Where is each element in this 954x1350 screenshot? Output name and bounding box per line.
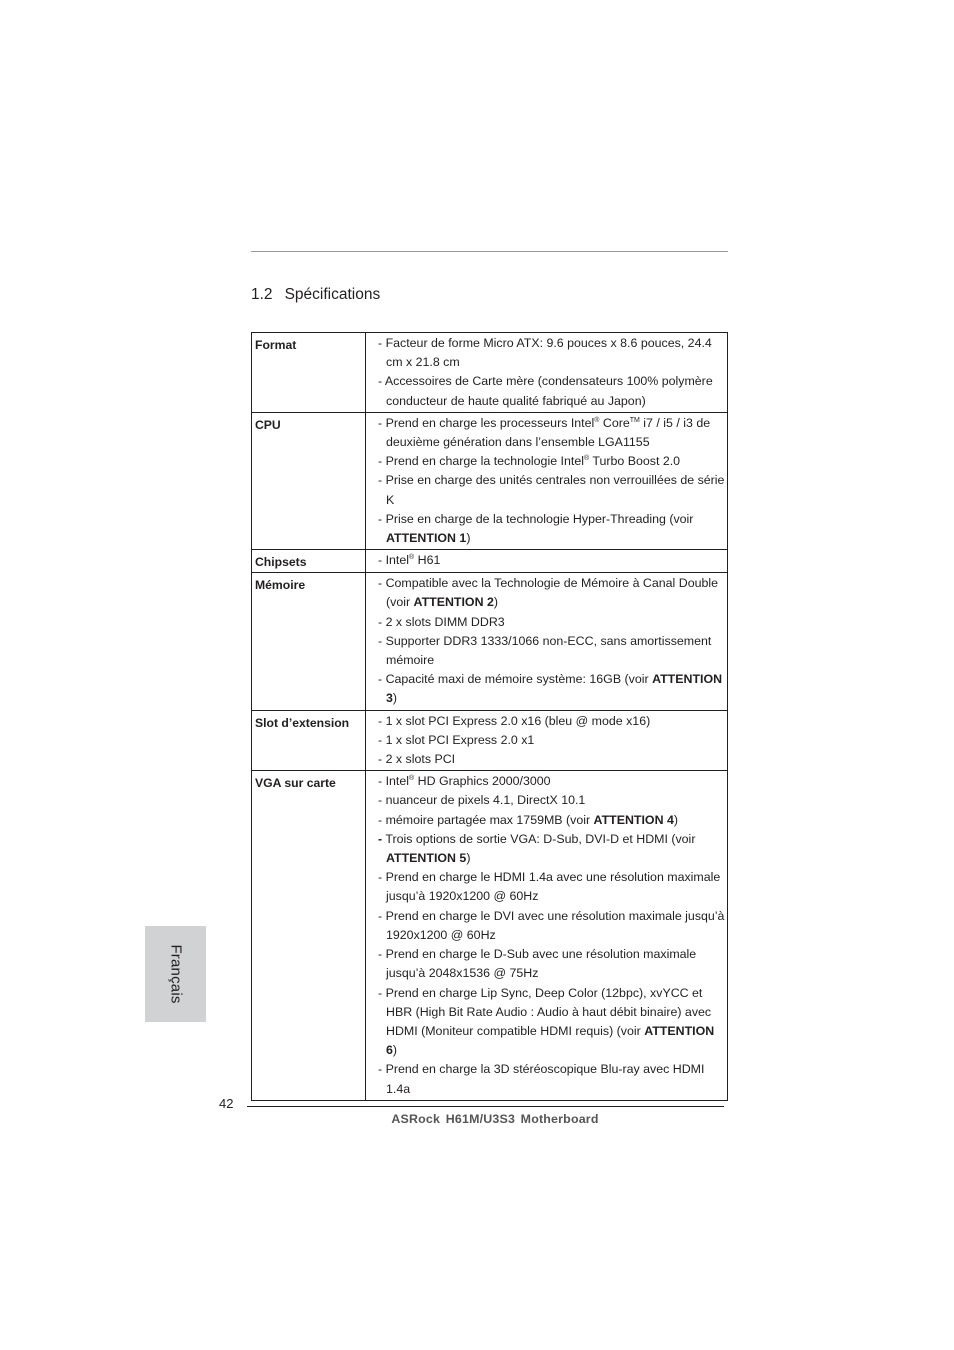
section-heading — [251, 286, 380, 304]
spec-label: Format — [252, 333, 366, 413]
spec-item: - Prend en charge les processeurs Intel® Core™ i7 / i5 / i3 de deuxième génération dans l’ensemble LGA1155 — [378, 415, 711, 450]
spec-item: - nuanceur de pixels 4.1, DirectX 10.1 — [378, 793, 586, 808]
spec-row — [252, 710, 728, 771]
spec-row — [252, 573, 728, 710]
spec-item: - Prend en charge la technologie Intel® Turbo Boost 2.0 — [378, 454, 681, 469]
spec-label: VGA sur carte — [252, 771, 366, 1100]
spec-item: - Prise en charge des unités centrales non verrouillées de série K — [378, 473, 725, 507]
spec-item: - Intel® HD Graphics 2000/3000 — [378, 774, 551, 789]
spec-value — [366, 333, 728, 413]
spec-item: - Prend en charge le D-Sub avec une résolution maximale jusqu’à 2048x1536 @ 75Hz — [378, 947, 697, 981]
page-number: 42 — [219, 1096, 234, 1111]
spec-row — [252, 771, 728, 1100]
language-tab — [145, 926, 206, 1022]
spec-label: CPU — [252, 412, 366, 549]
spec-item: - Prend en charge Lip Sync, Deep Color (12bpc), xvYCC et HBR (High Bit Rate Audio : Audio à haut débit binaire) avec HDMI (Moniteur compatible HDMI requis) (voir ATTENTION 6) — [378, 985, 715, 1058]
spec-label: Mémoire — [252, 573, 366, 710]
footer-divider — [247, 1106, 724, 1107]
spec-value — [366, 573, 728, 710]
spec-item: - Compatible avec la Technologie de Mémoire à Canal Double (voir ATTENTION 2) — [378, 576, 719, 610]
language-tab-label: Français — [167, 944, 184, 1004]
spec-item: - Supporter DDR3 1333/1066 non-ECC, sans amortissement mémoire — [378, 633, 712, 668]
footer-product-name: ASRock H61M/U3S3 Motherboard — [391, 1112, 599, 1126]
spec-item: - 1 x slot PCI Express 2.0 x16 (bleu @ mode x16) — [378, 713, 651, 728]
spec-row — [252, 550, 728, 573]
spec-value — [366, 771, 728, 1100]
spec-row — [252, 333, 728, 413]
spec-item: - mémoire partagée max 1759MB (voir ATTENTION 4) — [378, 812, 678, 827]
spec-row — [252, 412, 728, 549]
spec-value — [366, 412, 728, 549]
spec-item: - 2 x slots PCI — [378, 752, 456, 767]
top-divider — [251, 251, 728, 252]
spec-label: Chipsets — [252, 550, 366, 573]
spec-item: - Intel® H61 — [378, 553, 441, 568]
section-number: 1.2 — [251, 286, 273, 303]
spec-item: - Facteur de forme Micro ATX: 9.6 pouces x 8.6 pouces, 24.4 cm x 21.8 cm — [378, 336, 712, 370]
spec-value — [366, 710, 728, 771]
spec-item: - Prend en charge le HDMI 1.4a avec une résolution maximale jusqu’à 1920x1200 @ 60Hz — [378, 870, 721, 904]
specifications-table — [251, 332, 728, 1101]
spec-item: - Capacité maxi de mémoire système: 16GB (voir ATTENTION 3) — [378, 672, 723, 706]
section-title: Spécifications — [284, 286, 381, 303]
spec-value — [366, 550, 728, 573]
spec-item: - Prise en charge de la technologie Hyper-Threading (voir ATTENTION 1) — [378, 511, 694, 546]
spec-item: - Prend en charge le DVI avec une résolution maximale jusqu’à 1920x1200 @ 60Hz — [378, 908, 725, 942]
spec-item: - 2 x slots DIMM DDR3 — [378, 614, 505, 629]
spec-item: - Accessoires de Carte mère (condensateurs 100% polymère conducteur de haute qualité fabriqué au Japon) — [378, 374, 713, 408]
spec-item: - 1 x slot PCI Express 2.0 x1 — [378, 732, 535, 747]
spec-item: - Trois options de sortie VGA: D-Sub, DVI-D et HDMI (voir ATTENTION 5) — [378, 831, 696, 866]
spec-item: - Prend en charge la 3D stéréoscopique Blu-ray avec HDMI 1.4a — [378, 1062, 705, 1096]
spec-label: Slot d’extension — [252, 710, 366, 771]
